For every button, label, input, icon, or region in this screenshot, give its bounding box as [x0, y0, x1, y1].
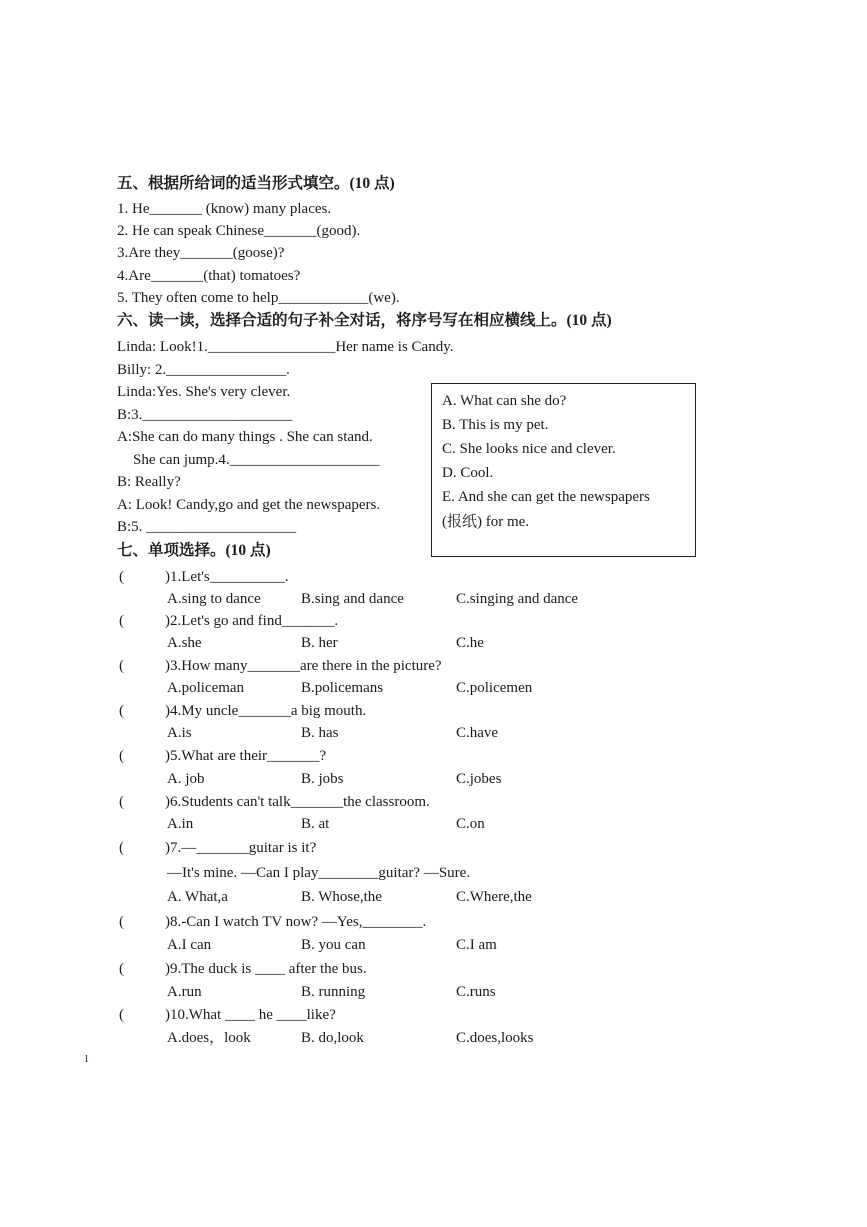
option-item: (报纸) for me.	[442, 514, 530, 530]
answer-paren[interactable]: (	[119, 840, 124, 856]
dialogue-line: Linda:Yes. She's very clever.	[117, 384, 291, 400]
answer-paren[interactable]: (	[119, 961, 124, 977]
question-text: )2.Let's go and find_______.	[165, 613, 339, 629]
choice-c: C.singing and dance	[456, 591, 579, 607]
choice-c: C.he	[456, 635, 484, 651]
section5-item: 3.Are they_______(goose)?	[117, 245, 285, 261]
section5-heading: 五、根据所给词的适当形式填空。(10 点)	[117, 175, 395, 192]
choice-a: A.I can	[167, 937, 212, 953]
answer-paren[interactable]: (	[119, 569, 124, 585]
options-box	[431, 383, 696, 557]
choice-a: A.policeman	[167, 680, 245, 696]
choice-a: A.in	[167, 816, 194, 832]
answer-paren[interactable]: (	[119, 703, 124, 719]
choice-b: B.sing and dance	[301, 591, 404, 607]
choice-b: B. her	[301, 635, 338, 651]
question-extra: —It's mine. —Can I play________guitar? —Sure.	[167, 865, 471, 881]
answer-paren[interactable]: (	[119, 1007, 124, 1023]
dialogue-line: B:5. ____________________	[117, 519, 297, 535]
choice-b: B. jobs	[301, 771, 344, 787]
dialogue-line: B:3.____________________	[117, 407, 293, 423]
question-text: )3.How many_______are there in the picture?	[165, 658, 442, 674]
dialogue-line: Linda: Look!1._________________Her name is Candy.	[117, 339, 454, 355]
choice-a: A.is	[167, 725, 192, 741]
option-item: C. She looks nice and clever.	[442, 441, 616, 457]
dialogue-line: A: Look! Candy,go and get the newspapers.	[117, 497, 381, 513]
section6-heading: 六、读一读，选择合适的句子补全对话，将序号写在相应横线上。(10 点)	[117, 312, 612, 329]
dialogue-line: Billy: 2.________________.	[117, 362, 290, 378]
section7-heading: 七、单项选择。(10 点)	[117, 542, 271, 559]
question-text: )6.Students can't talk_______the classroom.	[165, 794, 430, 810]
option-item: B. This is my pet.	[442, 417, 549, 433]
choice-b: B.policemans	[301, 680, 384, 696]
choice-b: B. Whose,the	[301, 889, 382, 905]
choice-c: C.on	[456, 816, 485, 832]
dialogue-line: A:She can do many things . She can stand.	[117, 429, 373, 445]
choice-c: C.runs	[456, 984, 496, 1000]
dialogue-line: She can jump.4.____________________	[133, 452, 380, 468]
choice-c: C.policemen	[456, 680, 533, 696]
choice-c: C.does,looks	[456, 1030, 534, 1046]
question-text: )1.Let's__________.	[165, 569, 289, 585]
answer-paren[interactable]: (	[119, 914, 124, 930]
choice-a: A. What,a	[167, 889, 228, 905]
section5-item: 2. He can speak Chinese_______(good).	[117, 223, 361, 239]
choice-a: A.sing to dance	[167, 591, 261, 607]
question-text: )5.What are their_______?	[165, 748, 327, 764]
choice-c: C.Where,the	[456, 889, 532, 905]
section5-item: 1. He_______ (know) many places.	[117, 201, 332, 217]
choice-b: B. running	[301, 984, 366, 1000]
option-item: D. Cool.	[442, 465, 494, 481]
choice-a: A.run	[167, 984, 202, 1000]
answer-paren[interactable]: (	[119, 613, 124, 629]
answer-paren[interactable]: (	[119, 794, 124, 810]
choice-a: A.does，look	[167, 1030, 251, 1046]
choice-a: A.she	[167, 635, 202, 651]
choice-c: C.have	[456, 725, 499, 741]
question-text: )9.The duck is ____ after the bus.	[165, 961, 367, 977]
page-number: 1	[84, 1054, 89, 1065]
question-text: )7.—_______guitar is it?	[165, 840, 317, 856]
choice-b: B. you can	[301, 937, 366, 953]
question-text: )10.What ____ he ____like?	[165, 1007, 336, 1023]
section5-item: 4.Are_______(that) tomatoes?	[117, 268, 301, 284]
option-item: A. What can she do?	[442, 393, 567, 409]
choice-b: B. at	[301, 816, 330, 832]
choice-c: C.jobes	[456, 771, 502, 787]
dialogue-line: B: Really?	[117, 474, 181, 490]
option-item: E. And she can get the newspapers	[442, 489, 650, 505]
choice-a: A. job	[167, 771, 205, 787]
choice-c: C.I am	[456, 937, 497, 953]
answer-paren[interactable]: (	[119, 658, 124, 674]
choice-b: B. has	[301, 725, 339, 741]
question-text: )8.-Can I watch TV now? —Yes,________.	[165, 914, 427, 930]
question-text: )4.My uncle_______a big mouth.	[165, 703, 367, 719]
answer-paren[interactable]: (	[119, 748, 124, 764]
choice-b: B. do,look	[301, 1030, 364, 1046]
section5-item: 5. They often come to help____________(we).	[117, 290, 400, 306]
